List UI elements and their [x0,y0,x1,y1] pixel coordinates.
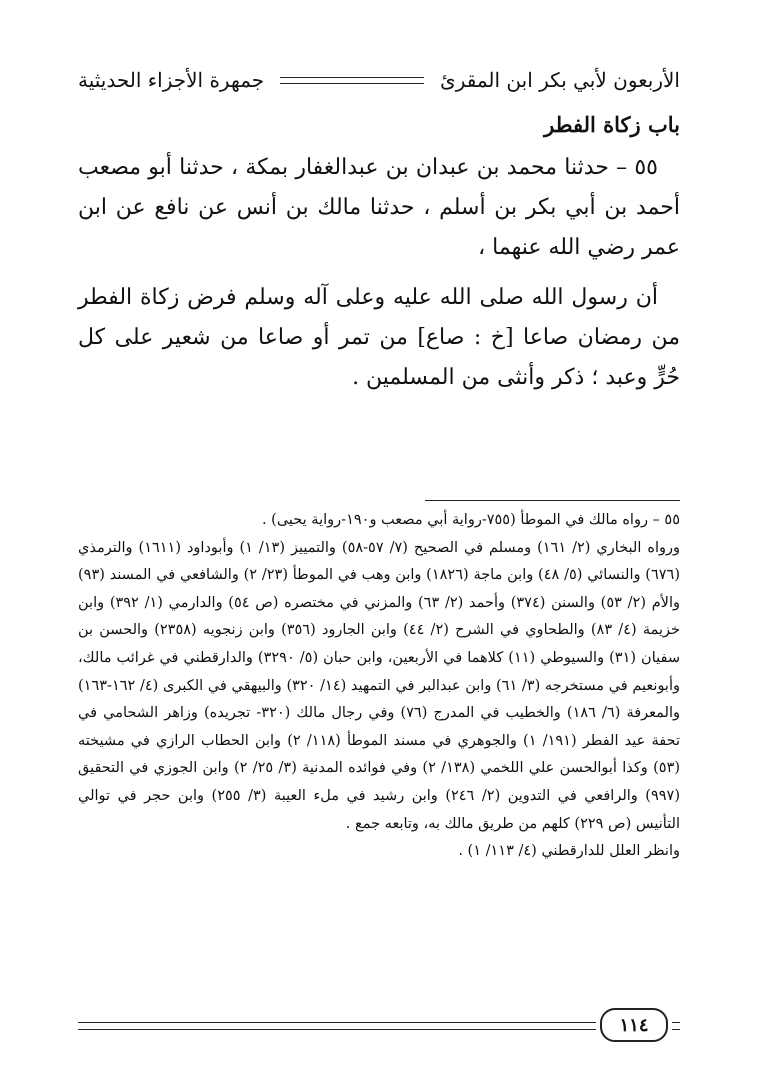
footer-rule-right [672,1022,680,1030]
footer-rule-left [78,1022,596,1030]
footnote-last-line: وانظر العلل للدارقطني (٤/ ١١٣/ ١) . [458,843,680,860]
hadith-matn: أن رسول الله صلى الله عليه وعلى آله وسلم فرض زكاة الفطر من رمضان صاعا [خ : صاع] من تمر أو صاعا من شعير على كل حُرٍّ وعبد ؛ ذكر وأنثى من المسلمين . [78,285,680,390]
book-title: الأربعون لأبي بكر ابن المقرئ [440,68,680,92]
chapter-title: باب زكاة الفطر [544,112,680,137]
footnote-rule [425,500,680,501]
hadith-text [78,148,680,398]
footnote-references: ورواه البخاري (٢/ ١٦١) ومسلم في الصحيح (٧/ ٥٧-٥٨) والتمييز (١٣/ ١) وأبوداود (١٦١١) والترمذي (٦٧٦) والنسائي (٥/ ٤٨) وابن ماجة (١٨٢٦) وابن وهب في الموطأ (٢٣/ ٢) والشافعي في المسند (٩٣) والأم (٢/ ٥٣) والسنن (٣٧٤) وأحمد (٢/ ٦٣) والمزني في مختصره (ص ٥٤) والدارمي (١/ ٣٩٢) وابن خزيمة (٤/ ٨٣) والطحاوي في الشرح (٢/ ٤٤) وابن الجارود (٣٥٦) وابن زنجويه (٢٣٥٨) والحسن بن سفيان (٣١) والسيوطي (١١) كلاهما في الأربعين، وابن حبان (٥/ ٣٢٩٠) والدارقطني في غرائب مالك، وأبونعيم في مستخرجه (٣/ ٦١) وابن عبدالبر في التمهيد (١٤/ ٣٢٠) والبيهقي في الكبرى (٤/ ١٦٢-١٦٣) والمعرفة (٦/ ١٨٦) والخطيب في المدرج (٧٦) وفي رجال مالك (٣٢٠- تجريده) وزاهر الشحامي في تحفة عيد الفطر (١٩١/ ١) والجوهري في مسند الموطأ (١١٨/ ٢) وابن الحطاب الرازي في مشيخته (٥٣) وكذا أبوالحسن علي اللخمي (١٣٨/ ٢) وفي فوائده المدنية (٣/ ٢٥/ ٢) وابن الجوزي في التحقيق (٩٩٧) والرافعي في التدوين (٢/ ٢٤٦) وابن رشيد في ملء العيبة (٣/ ٢٥٥) وابن حجر في توالي التأنيس (ص ٢٢٩) كلهم من طريق مالك به، وتابعه جمع . [78,539,681,832]
page-number: ١١٤ [600,1008,668,1042]
hadith-isnad: ٥٥ – حدثنا محمد بن عبدان بن عبدالغفار بمكة ، حدثنا أبو مصعب أحمد بن أبي بكر بن أسلم ، حدثنا مالك بن أنس عن نافع عن ابن عمر رضي الله عنهما ، [78,155,680,260]
series-title: جمهرة الأجزاء الحديثية [78,68,265,92]
header-rule [280,77,424,84]
running-header [78,60,680,100]
page-footer [78,1008,680,1048]
footnote-first-line: ٥٥ – رواه مالك في الموطأ (٧٥٥-رواية أبي مصعب و١٩٠-رواية يحيى) . [261,512,680,528]
footnotes [78,507,680,866]
